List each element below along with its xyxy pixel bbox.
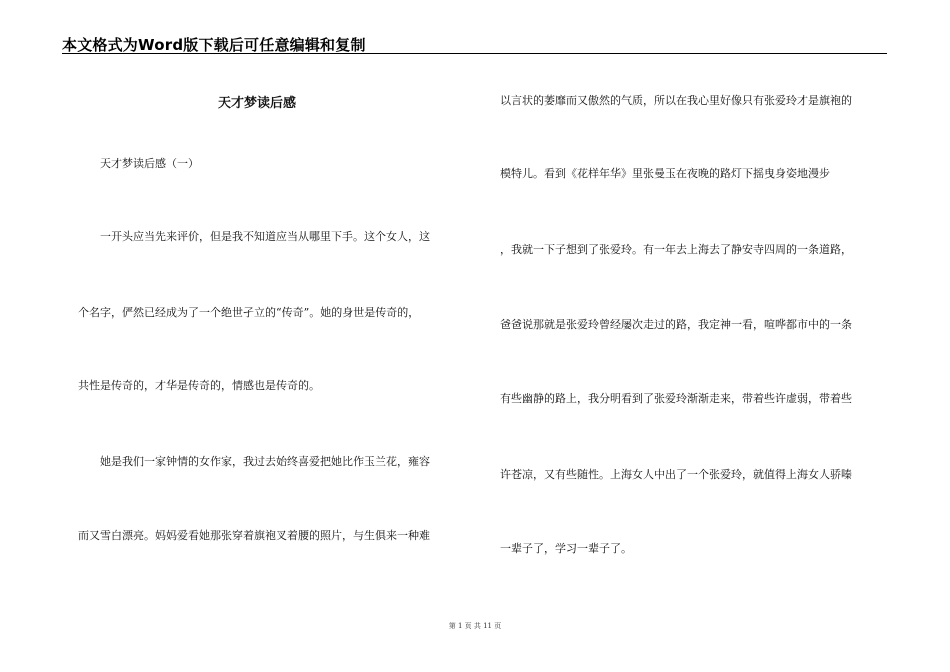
body-line: 个名字，俨然已经成为了一个绝世孑立的“传奇”。她的身世是传奇的， — [78, 306, 420, 319]
body-line: 一辈子了，学习一辈子了。 — [500, 542, 632, 555]
document-title: 天才梦读后感 — [218, 96, 297, 111]
body-line: ，我就一下子想到了张爱玲。有一年去上海去了静安寺四周的一条道路， — [500, 243, 852, 256]
body-line: 模特儿。看到《花样年华》里张曼玉在夜晚的路灯下摇曳身姿地漫步 — [500, 167, 830, 180]
subtitle-line: 天才梦读后感（一） — [100, 157, 199, 170]
page-header-notice: 本文格式为Word版下载后可任意编辑和复制 — [62, 36, 366, 54]
body-line: 一开头应当先来评价，但是我不知道应当从哪里下手。这个女人，这 — [100, 230, 430, 243]
page-number-footer: 第 1 页 共 11 页 — [448, 622, 502, 630]
body-line: 而又雪白漂亮。妈妈爱看她那张穿着旗袍叉着腰的照片，与生俱来一种难 — [78, 529, 430, 542]
body-line: 爸爸说那就是张爱玲曾经屡次走过的路，我定神一看，喧哗都市中的一条 — [500, 318, 852, 331]
body-line: 共性是传奇的，才华是传奇的，情感也是传奇的。 — [78, 379, 320, 392]
body-line: 许苍凉，又有些随性。上海女人中出了一个张爱玲，就值得上海女人骄嗪 — [500, 468, 852, 481]
body-line: 她是我们一家钟情的女作家，我过去始终喜爱把她比作玉兰花，雍容 — [100, 455, 430, 468]
body-line: 以言状的萎靡而又傲然的气质，所以在我心里好像只有张爱玲才是旗袍的 — [500, 94, 852, 107]
header-divider — [62, 53, 887, 54]
body-line: 有些幽静的路上，我分明看到了张爱玲渐渐走来，带着些许虚弱，带着些 — [500, 392, 852, 405]
